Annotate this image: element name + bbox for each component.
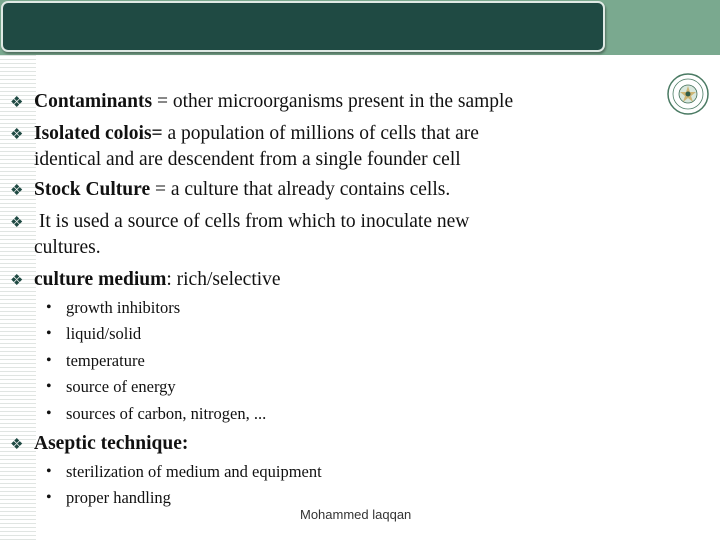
definition: = other microorganisms present in the sample xyxy=(152,91,514,112)
diamond-bullet-icon: ❖ xyxy=(10,95,24,111)
sub-bullet-icon: • xyxy=(46,489,52,506)
bullet-isolated-colonies xyxy=(10,122,479,147)
diamond-bullet-icon: ❖ xyxy=(10,127,24,143)
sub-bullet-icon: • xyxy=(46,299,52,316)
author-footer: Mohammed laqqan xyxy=(300,507,412,522)
bullet-aseptic-technique xyxy=(10,432,188,457)
definition: a population of millions of cells that are xyxy=(162,123,479,144)
sub-bullet-icon: • xyxy=(46,405,52,422)
diamond-bullet-icon: ❖ xyxy=(10,437,24,453)
list-item: sterilization of medium and equipment xyxy=(66,462,322,481)
bullet-source-of-cells xyxy=(10,210,469,235)
diamond-bullet-icon: ❖ xyxy=(10,273,24,289)
sub-bullet-icon: • xyxy=(46,325,52,342)
term: Contaminants xyxy=(34,91,153,112)
diamond-bullet-icon: ❖ xyxy=(10,215,24,231)
list-item: liquid/solid xyxy=(66,324,142,343)
list-item: temperature xyxy=(66,351,145,370)
term: Aseptic technique: xyxy=(34,433,189,454)
term: culture medium xyxy=(34,269,167,290)
list-item: source of energy xyxy=(66,377,176,396)
diamond-bullet-icon: ❖ xyxy=(10,183,24,199)
sub-bullet-icon: • xyxy=(46,378,52,395)
sub-bullet-icon: • xyxy=(46,352,52,369)
term: Isolated colois= xyxy=(34,123,163,144)
term: Stock Culture xyxy=(34,179,151,200)
definition: : rich/selective xyxy=(166,269,281,290)
list-item: proper handling xyxy=(66,488,171,507)
bullet-culture-medium xyxy=(10,268,281,293)
definition: It is used a source of cells from which to inoculate new xyxy=(34,211,470,232)
bullet-continuation: identical and are descendent from a single founder cell xyxy=(34,149,461,170)
bullet-stock-culture xyxy=(10,178,450,203)
list-item: sources of carbon, nitrogen, ... xyxy=(66,404,267,423)
bullet-continuation: cultures. xyxy=(34,237,101,258)
sub-bullet-icon: • xyxy=(46,463,52,480)
list-item: growth inhibitors xyxy=(66,298,181,317)
bullet-contaminants xyxy=(10,90,513,115)
definition: = a culture that already contains cells. xyxy=(150,179,451,200)
